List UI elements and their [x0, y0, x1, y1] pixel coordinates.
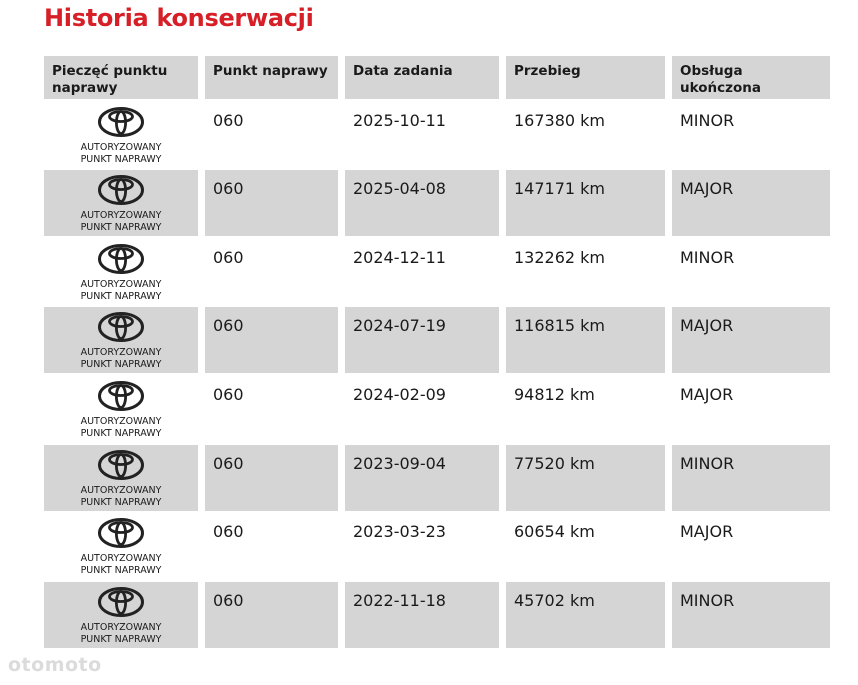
stamp-label-line1: AUTORYZOWANY	[80, 484, 162, 496]
stamp-label-line1: AUTORYZOWANY	[80, 415, 162, 427]
table-row	[44, 513, 830, 579]
date-cell: 2024-07-19	[345, 307, 499, 373]
table-row	[44, 307, 830, 373]
toyota-logo-icon	[98, 312, 144, 342]
workshop-cell: 060	[205, 170, 338, 236]
service-cell: MINOR	[680, 110, 735, 130]
workshop-cell: 060	[205, 445, 338, 511]
stamp-cell	[44, 307, 198, 373]
stamp-label-line2: PUNKT NAPRAWY	[80, 496, 162, 508]
table-row	[44, 376, 830, 442]
mileage-cell: 132262 km	[514, 247, 606, 267]
toyota-logo-icon	[98, 381, 144, 411]
toyota-logo-icon	[98, 518, 144, 548]
mileage-cell: 77520 km	[506, 445, 665, 511]
stamp-label-line2: PUNKT NAPRAWY	[80, 290, 162, 302]
toyota-logo-icon	[98, 450, 144, 480]
workshop-cell: 060	[213, 247, 244, 267]
date-cell: 2022-11-18	[345, 582, 499, 648]
stamp-label-line2: PUNKT NAPRAWY	[80, 633, 162, 645]
toyota-logo-icon	[98, 107, 144, 137]
workshop-cell: 060	[205, 307, 338, 373]
stamp-label	[44, 416, 198, 440]
stamp-label	[44, 485, 198, 509]
mileage-cell: 60654 km	[514, 522, 595, 542]
table-row	[44, 445, 830, 511]
service-cell: MAJOR	[680, 384, 734, 404]
stamp-label	[44, 622, 198, 646]
stamp-label-line2: PUNKT NAPRAWY	[80, 565, 162, 577]
stamp-label-line1: AUTORYZOWANY	[80, 347, 162, 359]
table-row	[44, 102, 830, 168]
stamp-label	[44, 347, 198, 371]
stamp-label-line1: AUTORYZOWANY	[80, 278, 162, 290]
date-cell: 2025-04-08	[345, 170, 499, 236]
date-cell: 2025-10-11	[353, 110, 446, 130]
stamp-label	[44, 553, 198, 577]
date-cell: 2023-03-23	[353, 522, 446, 542]
mileage-cell: 94812 km	[514, 384, 595, 404]
maintenance-history-table	[44, 56, 830, 648]
stamp-label	[44, 142, 198, 166]
stamp-cell	[44, 376, 198, 442]
table-row	[44, 582, 830, 648]
column-header-date: Data zadania	[345, 56, 499, 99]
stamp-label-line1: AUTORYZOWANY	[80, 553, 162, 565]
toyota-logo-icon	[98, 244, 144, 274]
table-row	[44, 170, 830, 236]
table-row	[44, 239, 830, 305]
mileage-cell: 147171 km	[506, 170, 665, 236]
stamp-label-line2: PUNKT NAPRAWY	[80, 153, 162, 165]
stamp-label-line2: PUNKT NAPRAWY	[80, 427, 162, 439]
table-body	[44, 102, 830, 648]
stamp-cell	[44, 582, 198, 648]
stamp-cell	[44, 513, 198, 579]
stamp-label-line1: AUTORYZOWANY	[80, 621, 162, 633]
stamp-label	[44, 279, 198, 303]
workshop-cell: 060	[213, 384, 244, 404]
stamp-label-line1: AUTORYZOWANY	[80, 210, 162, 222]
workshop-cell: 060	[213, 110, 244, 130]
mileage-cell: 45702 km	[506, 582, 665, 648]
stamp-label	[44, 210, 198, 234]
toyota-logo-icon	[98, 175, 144, 205]
service-cell: MAJOR	[672, 170, 830, 236]
mileage-cell: 116815 km	[506, 307, 665, 373]
service-cell: MINOR	[672, 582, 830, 648]
service-cell: MINOR	[672, 445, 830, 511]
page-title: Historia konserwacji	[44, 4, 314, 32]
stamp-cell	[44, 170, 198, 236]
date-cell: 2023-09-04	[345, 445, 499, 511]
watermark: otomoto	[8, 654, 102, 676]
column-header-stamp: Pieczęć punktu naprawy	[44, 56, 198, 99]
workshop-cell: 060	[205, 582, 338, 648]
stamp-label-line2: PUNKT NAPRAWY	[80, 359, 162, 371]
mileage-cell: 167380 km	[514, 110, 606, 130]
date-cell: 2024-02-09	[353, 384, 446, 404]
date-cell: 2024-12-11	[353, 247, 446, 267]
service-cell: MINOR	[680, 247, 735, 267]
column-header-service: Obsługa ukończona	[672, 56, 830, 99]
toyota-logo-icon	[98, 587, 144, 617]
stamp-label-line1: AUTORYZOWANY	[80, 141, 162, 153]
stamp-cell	[44, 239, 198, 305]
stamp-cell	[44, 445, 198, 511]
column-header-mileage: Przebieg	[506, 56, 665, 99]
workshop-cell: 060	[213, 522, 244, 542]
service-cell: MAJOR	[680, 522, 734, 542]
service-cell: MAJOR	[672, 307, 830, 373]
stamp-cell	[44, 102, 198, 168]
stamp-label-line2: PUNKT NAPRAWY	[80, 222, 162, 234]
column-header-workshop: Punkt naprawy	[205, 56, 338, 99]
table-header	[44, 56, 830, 99]
